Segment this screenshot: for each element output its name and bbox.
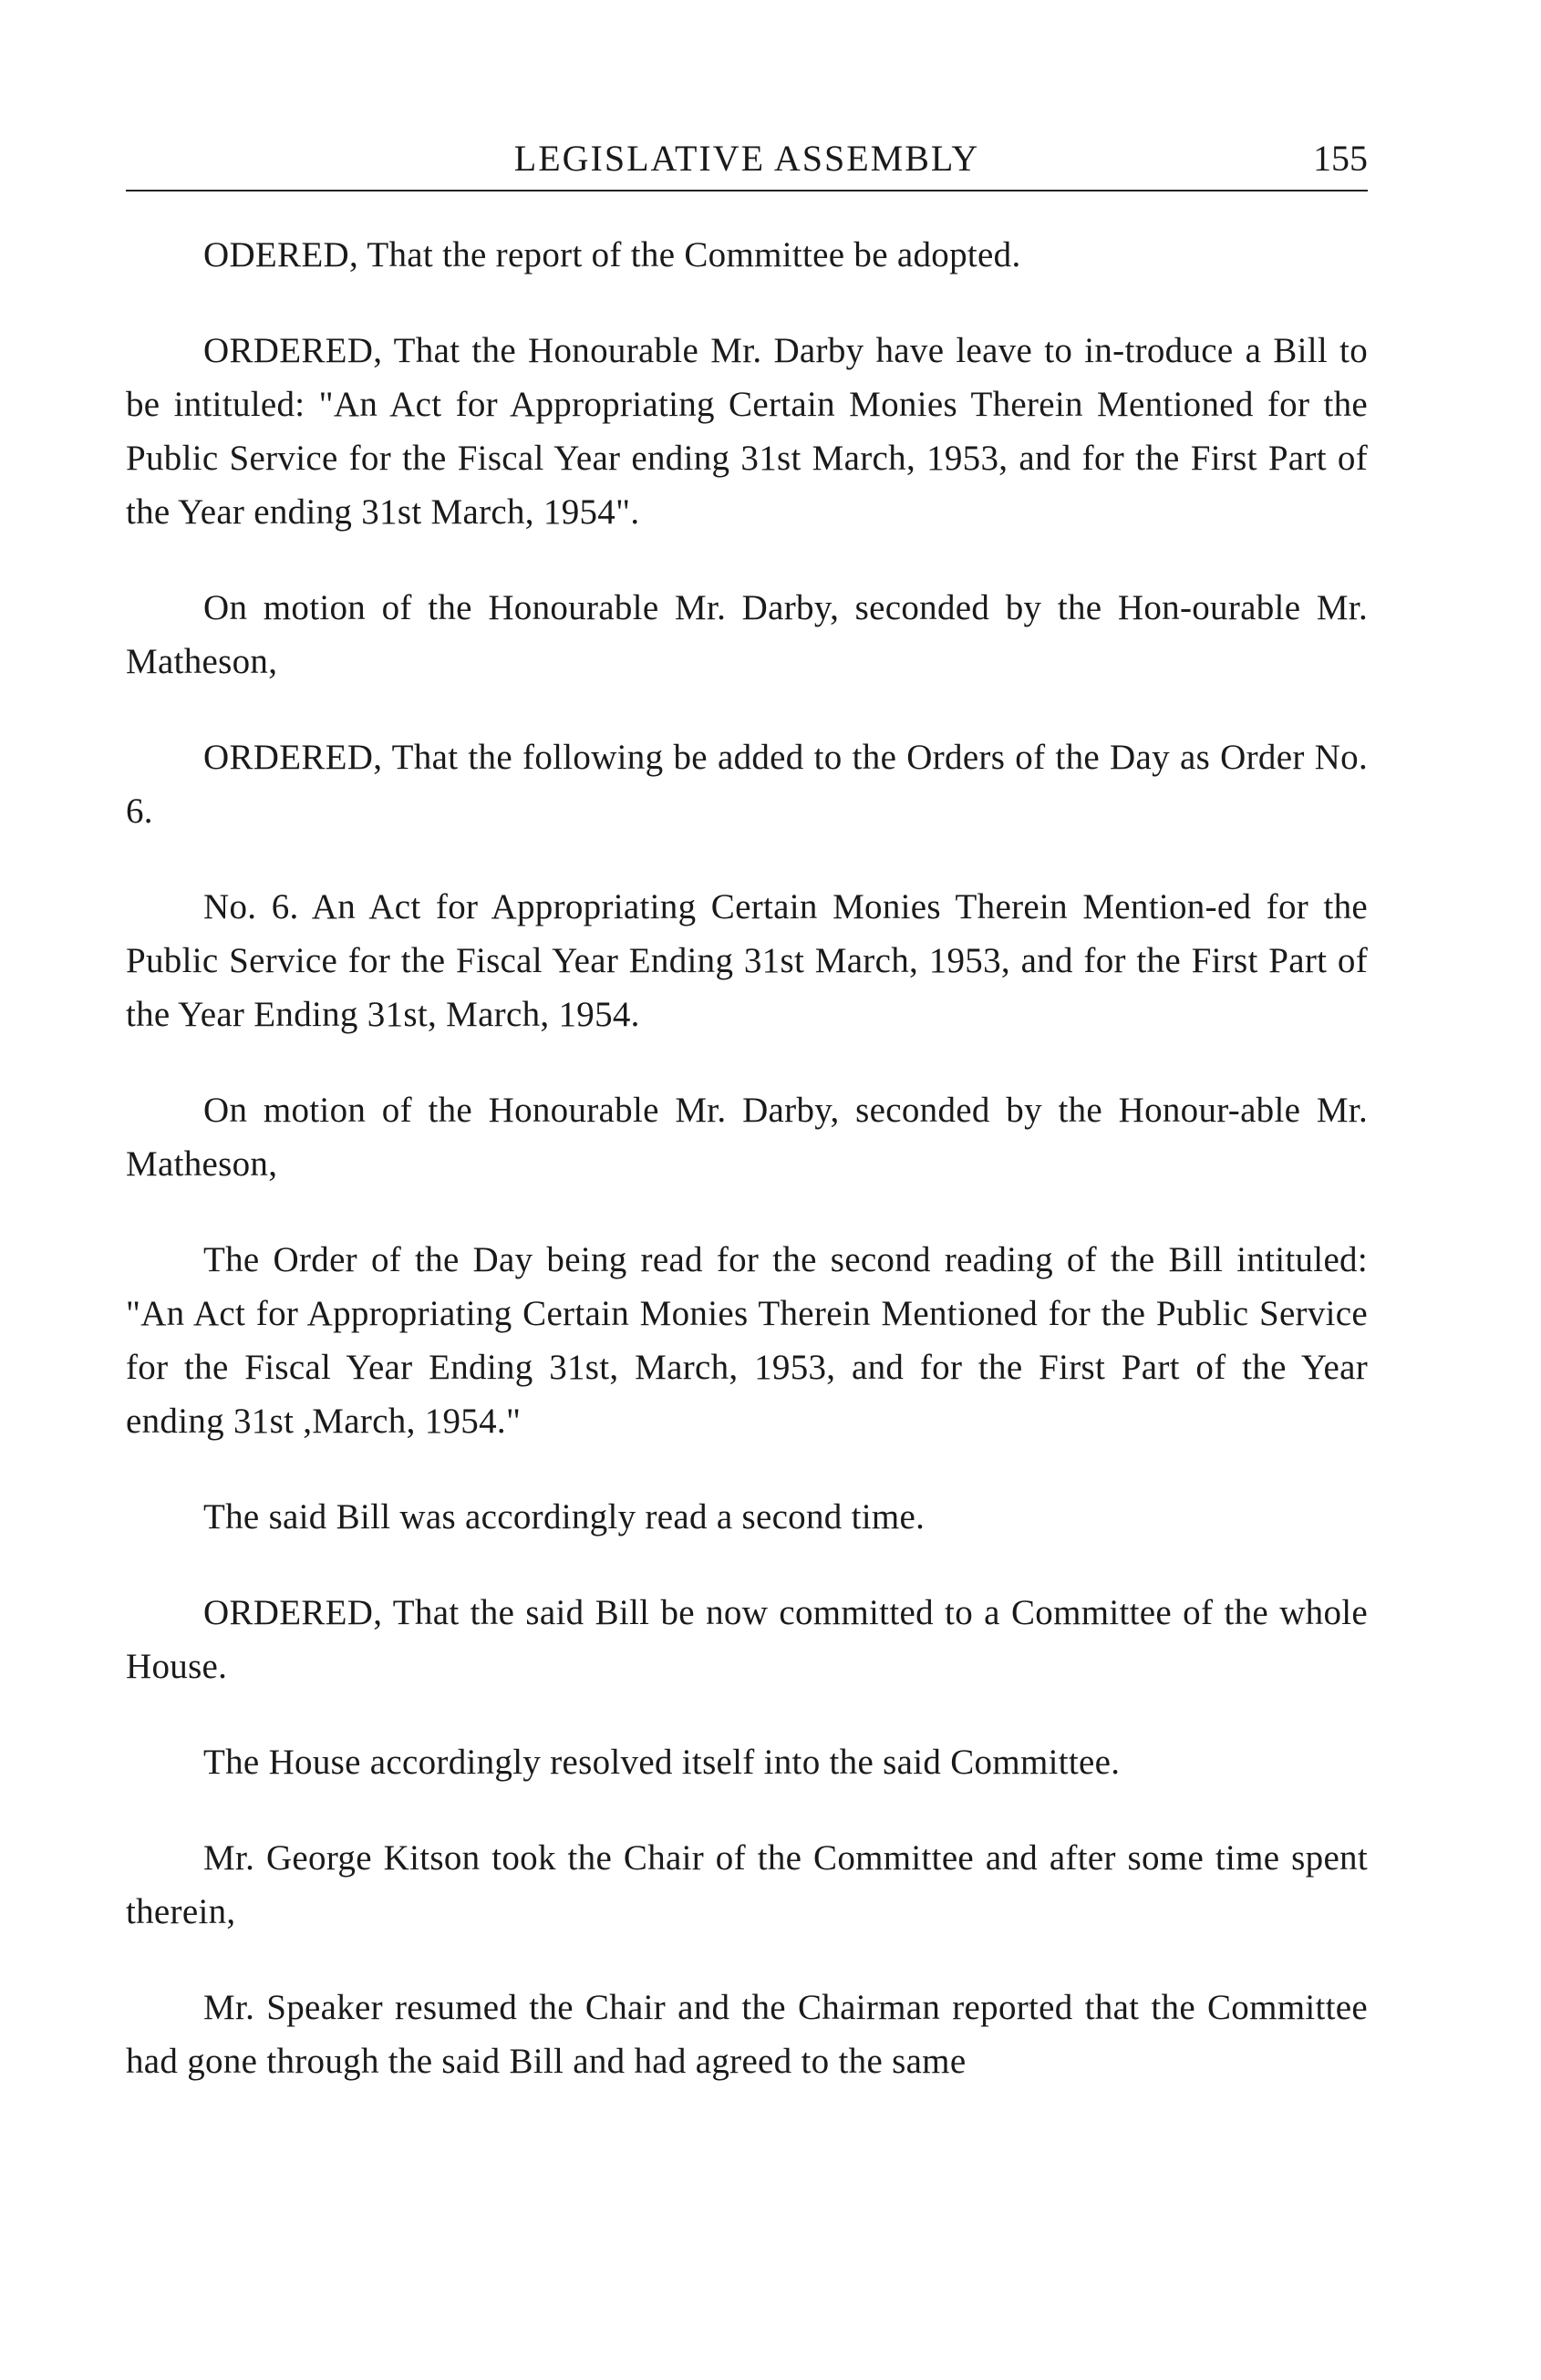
header-title: LEGISLATIVE ASSEMBLY [513,138,980,179]
header-rule [126,190,1368,191]
paragraph-motion-2: On motion of the Honourable Mr. Darby, seconded by the Honour-able Mr. Matheson, [126,1091,1368,1184]
paragraph-committed: ORDERED, That the said Bill be now committed to a Committee of the whole House. [126,1593,1368,1686]
paragraph-resolved-committee: The House accordingly resolved itself into the said Committee. [203,1743,1121,1782]
paragraph-second-reading: The Order of the Day being read for the second reading of the Bill intituled: "An Act for Appropriating Certain Monies Therein Mentioned for the Public Service for the Fiscal Year Ending 31st, March, 1953, and for the First Part of the Year ending 31st ,March, 1954." [126,1240,1368,1441]
paragraph-chair-taken: Mr. George Kitson took the Chair of the Committee and after some time spent therein, [126,1838,1368,1931]
paragraph-leave-to-introduce: ORDERED, That the Honourable Mr. Darby have leave to in-troduce a Bill to be intituled: "An Act for Appropriating Certain Monies Therein Mentioned for the Public Service for the Fiscal Year ending 31st March, 1953, and for the First Part of the Year ending 31st March, 1954". [126,331,1368,532]
running-header [126,128,1368,191]
page-number: 155 [1313,138,1368,179]
paragraph-order-added: ORDERED, That the following be added to the Orders of the Day as Order No. 6. [126,738,1368,831]
paragraph-speaker-resumed: Mr. Speaker resumed the Chair and the Chairman reported that the Committee had gone through the said Bill and had agreed to the same [126,1988,1368,2081]
paragraph-read-second-time: The said Bill was accordingly read a second time. [203,1497,926,1537]
paragraph-report-adopted: ODERED, That the report of the Committee be adopted. [203,235,1021,274]
paragraph-order-no-6: No. 6. An Act for Appropriating Certain Monies Therein Mention-ed for the Public Service for the Fiscal Year Ending 31st March, 1953, and for the First Part of the Year Ending 31st, March, 1954. [126,887,1368,1034]
body-text [126,228,1368,2130]
paragraph-motion-1: On motion of the Honourable Mr. Darby, seconded by the Hon-ourable Mr. Matheson, [126,588,1368,681]
